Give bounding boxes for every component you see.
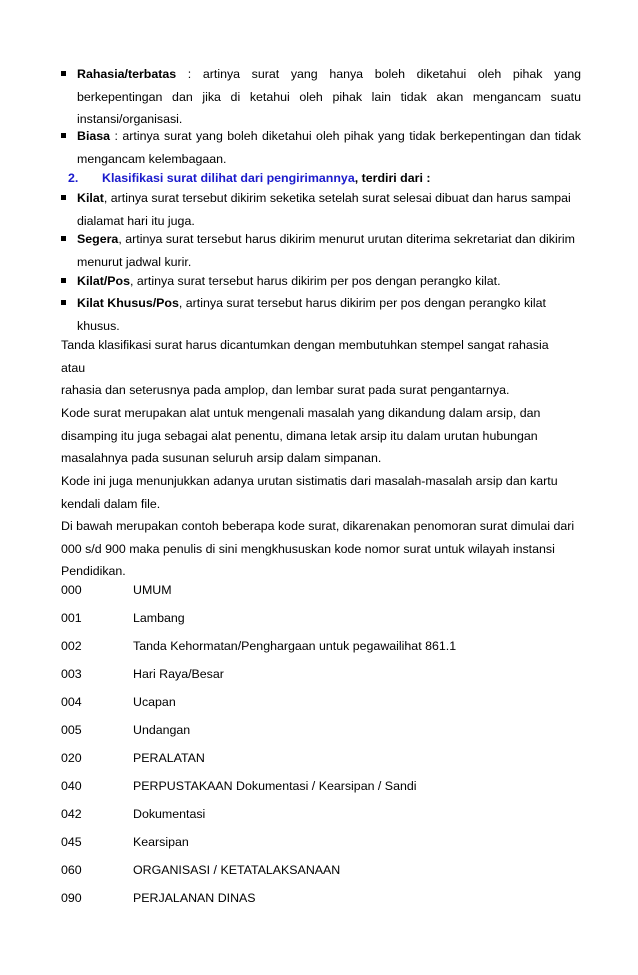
bullet-item-segera: [61, 228, 581, 273]
code-row: [61, 888, 581, 908]
bullet-text: : artinya surat yang boleh diketahui oleh pihak yang tidak berkepentingan dan tidak mengancam kelembagaan.: [77, 129, 581, 166]
bullet-text: , artinya surat tersebut harus dikirim menurut urutan diterima sekretariat dan dikirim menurut jadwal kurir.: [77, 232, 575, 269]
bullet-text: , artinya surat tersebut harus dikirim per pos dengan perangko kilat khusus.: [77, 296, 547, 333]
section-number: 2.: [68, 171, 79, 185]
section-title: Klasifikasi surat dilihat dari pengirimannya: [102, 171, 355, 185]
code-row: [61, 860, 581, 880]
paragraph-kode-surat: Kode surat merupakan alat untuk mengenali masalah yang dikandung dalam arsip, dan disamping itu juga sebagai alat penentu, dimana letak arsip itu dalam urutan hubungan masalahnya pada susunan seluruh arsip dalam simpanan.: [61, 406, 541, 466]
code-label: Hari Raya/Besar: [133, 667, 224, 681]
code-row: [61, 748, 581, 768]
bullet-item-biasa: [61, 125, 581, 170]
paragraph-line: atau: [61, 360, 86, 375]
paragraph-contoh: Di bawah merupakan contoh beberapa kode surat, dikarenakan penomoran surat dimulai dari 000 s/d 900 maka penulis di sini mengkhususkan kode nomor surat untuk wilayah instansi Pendidikan.: [61, 519, 575, 579]
code-label: Ucapan: [133, 695, 176, 709]
code-label: Undangan: [133, 723, 191, 737]
bullet-term: Kilat/Pos: [77, 274, 131, 288]
section-heading: [68, 167, 430, 189]
square-bullet-icon: [61, 236, 66, 241]
code-label: ORGANISASI / KETATALAKSANAAN: [133, 863, 341, 877]
section-suffix: , terdiri dari :: [354, 171, 431, 185]
code-number: 090: [61, 891, 82, 905]
bullet-text: , artinya surat tersebut harus dikirim per pos dengan perangko kilat.: [130, 274, 501, 288]
square-bullet-icon: [61, 195, 66, 200]
code-row: [61, 692, 581, 712]
bullet-item-kilat-khusus: [61, 292, 581, 337]
code-number: 002: [61, 639, 82, 653]
code-number: 060: [61, 863, 82, 877]
bullet-term: Kilat Khusus/Pos: [77, 296, 179, 310]
code-row: [61, 720, 581, 740]
code-label: Kearsipan: [133, 835, 189, 849]
bullet-text: : artinya surat yang hanya boleh diketahui oleh pihak yang berkepentingan dan jika di ketahui oleh pihak lain tidak akan mengancam suatu instansi/organisasi.: [77, 67, 581, 127]
paragraph-line: rahasia dan seterusnya pada amplop, dan lembar surat pada surat pengantarnya.: [61, 383, 510, 398]
bullet-item-kilat-pos: [61, 270, 581, 293]
code-number: 000: [61, 583, 82, 597]
code-number: 003: [61, 667, 82, 681]
code-number: 005: [61, 723, 82, 737]
code-label: PERJALANAN DINAS: [133, 891, 256, 905]
bullet-term: Biasa: [77, 129, 111, 143]
paragraph-line: Tanda klasifikasi surat harus dicantumkan dengan membutuhkan stempel sangat rahasia: [61, 338, 549, 352]
bullet-term: Rahasia/terbatas: [77, 67, 177, 81]
code-row: [61, 776, 581, 796]
code-number: 042: [61, 807, 82, 821]
code-number: 001: [61, 611, 82, 625]
paragraph-urutan: Kode ini juga menunjukkan adanya urutan sistimatis dari masalah-masalah arsip dan kartu kendali dalam file.: [61, 474, 558, 511]
square-bullet-icon: [61, 71, 66, 76]
code-number: 004: [61, 695, 82, 709]
code-number: 045: [61, 835, 82, 849]
code-label: PERALATAN: [133, 751, 205, 765]
bullet-text: , artinya surat tersebut dikirim seketika setelah surat selesai dibuat dan harus sampai dialamat hari itu juga.: [77, 191, 571, 228]
bullet-item-kilat: [61, 187, 581, 232]
square-bullet-icon: [61, 133, 66, 138]
code-number: 020: [61, 751, 82, 765]
code-row: [61, 804, 581, 824]
bullet-term: Kilat: [77, 191, 104, 205]
code-row: [61, 636, 581, 656]
code-label: Tanda Kehormatan/Penghargaan untuk pegawailihat 861.1: [133, 639, 457, 653]
bullet-term: Segera: [77, 232, 119, 246]
code-row: [61, 580, 581, 600]
code-label: PERPUSTAKAAN Dokumentasi / Kearsipan / Sandi: [133, 779, 417, 793]
code-row: [61, 664, 581, 684]
code-label: Dokumentasi: [133, 807, 206, 821]
square-bullet-icon: [61, 300, 66, 305]
code-label: UMUM: [133, 583, 172, 597]
paragraph-klasifikasi: [61, 334, 581, 402]
code-label: Lambang: [133, 611, 185, 625]
code-row: [61, 608, 581, 628]
bullet-item-rahasia: [61, 63, 581, 131]
square-bullet-icon: [61, 278, 66, 283]
code-number: 040: [61, 779, 82, 793]
code-row: [61, 832, 581, 852]
